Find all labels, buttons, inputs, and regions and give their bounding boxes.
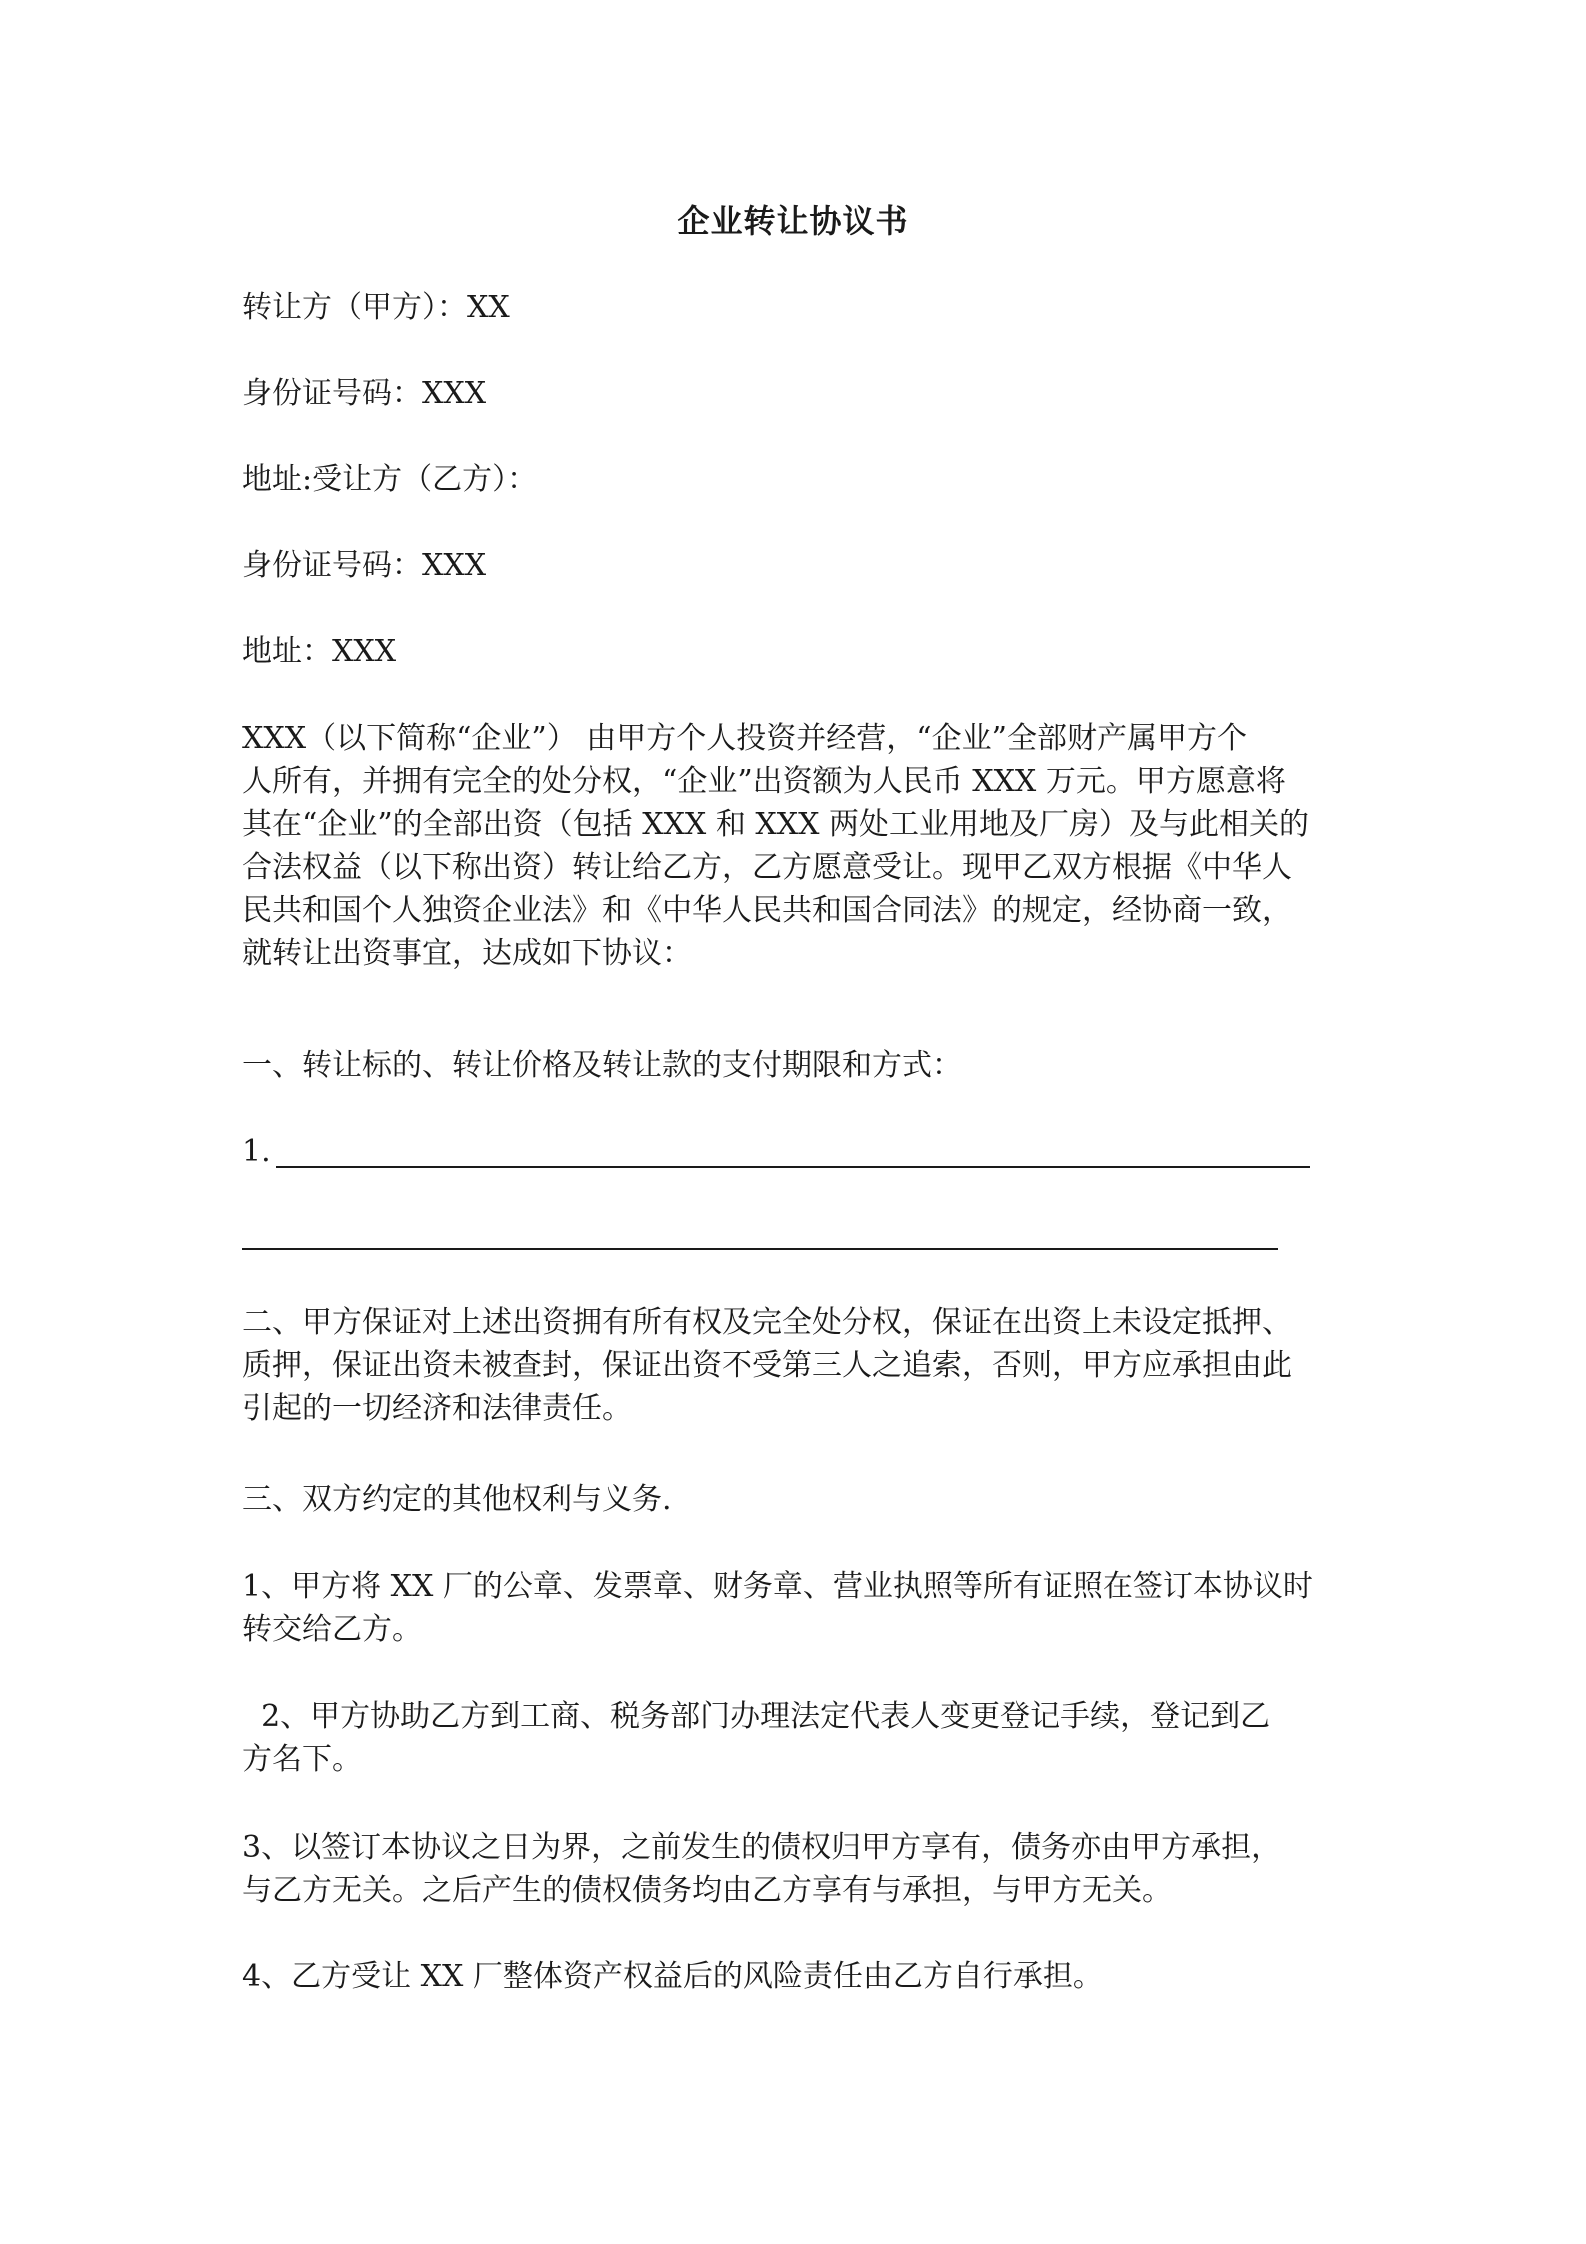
preamble-paragraph xyxy=(242,717,1362,975)
clause4-line: 4、乙方受让 XX 厂整体资产权益后的风险责任由乙方自行承担。 xyxy=(242,1959,1103,1994)
section2-line: 二、甲方保证对上述出资拥有所有权及完全处分权，保证在出资上未设定抵押、 xyxy=(242,1305,1292,1340)
preamble-line: XXX（以下简称“企业”） 由甲方个人投资并经营，“企业”全部财产属甲方个 xyxy=(242,721,1247,756)
clause2-line: 2、甲方协助乙方到工商、税务部门办理法定代表人变更登记手续，登记到乙 xyxy=(242,1699,1271,1734)
clause1-paragraph xyxy=(242,1565,1362,1651)
section2-paragraph xyxy=(242,1301,1362,1430)
preamble-line: 其在“企业”的全部出资（包括 XXX 和 XXX 两处工业用地及厂房）及与此相关的 xyxy=(242,807,1309,842)
section1-item1-label: 1. xyxy=(242,1134,271,1169)
party-b-address-line: 地址：XXX xyxy=(242,634,397,669)
clause3-line: 与乙方无关。之后产生的债权债务均由乙方享有与承担，与甲方无关。 xyxy=(242,1873,1172,1908)
section2-line: 质押，保证出资未被查封，保证出资不受第三人之追索，否则，甲方应承担由此 xyxy=(242,1348,1292,1383)
section3-heading: 三、双方约定的其他权利与义务. xyxy=(242,1482,672,1517)
preamble-line: 就转让出资事宜，达成如下协议： xyxy=(242,936,692,971)
preamble-line: 民共和国个人独资企业法》和《中华人民共和国合同法》的规定，经协商一致， xyxy=(242,893,1292,928)
party-a-line: 转让方（甲方）：XX xyxy=(242,290,510,325)
party-b-id-line: 身份证号码：XXX xyxy=(242,548,487,583)
clause1-line: 转交给乙方。 xyxy=(242,1612,422,1647)
party-a-address-party-b-line: 地址:受让方（乙方）： xyxy=(242,462,538,497)
clause1-line: 1、甲方将 XX 厂的公章、发票章、财务章、营业执照等所有证照在签订本协议时 xyxy=(242,1569,1313,1604)
preamble-line: 合法权益（以下称出资）转让给乙方，乙方愿意受让。现甲乙双方根据《中华人 xyxy=(242,850,1292,885)
preamble-line: 人所有，并拥有完全的处分权，“企业”出资额为人民币 XXX 万元。甲方愿意将 xyxy=(242,764,1286,799)
clause2-paragraph xyxy=(242,1695,1362,1781)
document-title: 企业转让协议书 xyxy=(677,202,909,240)
clause2-line: 方名下。 xyxy=(242,1742,362,1777)
section2-line: 引起的一切经济和法律责任。 xyxy=(242,1391,632,1426)
clause3-line: 3、以签订本协议之日为界，之前发生的债权归甲方享有，债务亦由甲方承担， xyxy=(242,1830,1282,1865)
fill-in-blank-line[interactable] xyxy=(276,1166,1310,1168)
party-a-id-line: 身份证号码：XXX xyxy=(242,376,487,411)
fill-in-blank-line[interactable] xyxy=(242,1248,1278,1250)
section1-heading: 一、转让标的、转让价格及转让款的支付期限和方式： xyxy=(242,1048,962,1083)
clause3-paragraph xyxy=(242,1826,1362,1912)
